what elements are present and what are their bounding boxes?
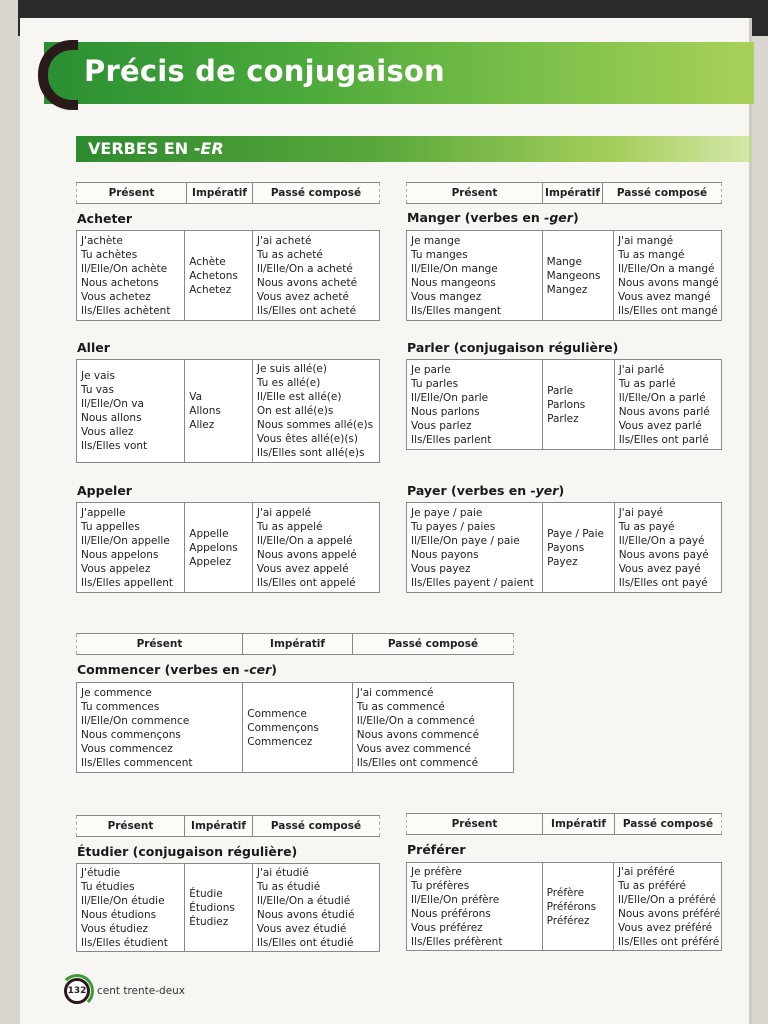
present-column [77, 360, 184, 462]
conjugation-line: Tu parles [411, 377, 459, 390]
conjugation-line: Il/Elle/On a étudié [256, 894, 351, 907]
header-imperatif: Impératif [542, 814, 614, 834]
verb-title-manger [407, 210, 579, 225]
conjugation-line: Préférez [546, 914, 590, 927]
conjugation-line: Nous payons [411, 548, 479, 561]
conjugation-line: Il/Elle/On a mangé [618, 262, 715, 275]
imperatif-column [184, 864, 252, 951]
conjugation-line: Ils/Elles ont acheté [256, 304, 357, 317]
conjugation-line: Vous allez [81, 426, 134, 438]
imperatif-column [542, 503, 614, 592]
conjugation-line: Ils/Elles sont allé(e)s [256, 447, 365, 459]
header-row-right-3 [406, 813, 722, 835]
conjugation-line: Il/Elle/On préfère [411, 893, 500, 906]
conjugation-line: Vous avez payé [618, 562, 701, 575]
conjugation-line: Je mange [411, 234, 461, 247]
header-imperatif: Impératif [184, 816, 252, 836]
header-present: Présent [76, 816, 184, 836]
header-passe: Passé composé [614, 814, 722, 834]
conjugation-line: Je paye / paie [411, 506, 483, 519]
conjugation-line: Il/Elle/On paye / paie [411, 534, 520, 547]
conjugation-line: Il/Elle/On achète [81, 262, 168, 275]
conjugation-line: Tu achètes [81, 248, 138, 261]
verb-title-appeler: Appeler [77, 483, 132, 498]
conjugation-line: Étudiez [189, 915, 229, 928]
conjugation-line: Ils/Elles ont étudié [256, 936, 354, 949]
passe-column [614, 503, 721, 592]
conjugation-line: Il/Elle/On a acheté [256, 262, 353, 275]
conjugation-line: Tu as étudié [256, 880, 321, 893]
conjugation-line: Vous avez parlé [618, 419, 702, 432]
conjugation-line: Étudie [189, 887, 223, 900]
conjugation-line: Nous avons préféré [618, 907, 721, 920]
conjugation-line: Nous avons acheté [256, 276, 358, 289]
conjugation-line: Vous avez mangé [618, 290, 711, 303]
header-passe: Passé composé [602, 183, 722, 203]
imperatif-column [542, 360, 614, 449]
conjugation-line: J'appelle [81, 506, 126, 519]
conjugation-line: Tu appelles [81, 520, 140, 533]
verb-title-payer [407, 483, 564, 498]
conjugation-line: Vous avez commencé [356, 742, 471, 755]
conjugation-line: On est allé(e)s [256, 405, 334, 417]
conjugation-line: Il/Elle/On commence [81, 714, 190, 727]
conjugation-line: Vous préférez [411, 921, 483, 934]
conjugation-line: Mangeons [546, 269, 601, 282]
imperatif-column [184, 503, 252, 592]
conjugation-line: Paye / Paie [547, 527, 604, 540]
conjugation-line: Tu as mangé [618, 248, 685, 261]
conjugation-line: Ils/Elles vont [81, 440, 148, 452]
verb-title-preferer: Préférer [407, 842, 466, 857]
conjugation-line: Il/Elle/On étudie [81, 894, 165, 907]
conjugation-line: Je vais [81, 370, 115, 382]
title-main: Commencer (verbes en [77, 662, 245, 677]
passe-column [252, 231, 379, 320]
conjugation-line: Nous avons mangé [618, 276, 719, 289]
conjugation-line: Il/Elle est allé(e) [256, 391, 342, 403]
verb-title-etudier: Étudier (conjugaison régulière) [77, 844, 298, 859]
header-present: Présent [406, 814, 542, 834]
header-passe: Passé composé [252, 816, 380, 836]
verb-title-acheter: Acheter [77, 211, 133, 226]
conjugation-line: Vous payez [411, 562, 471, 575]
conjugation-line: Ils/Elles ont commencé [356, 756, 479, 769]
table-acheter [76, 230, 380, 321]
title-italic: -cer [244, 662, 272, 677]
present-column [407, 863, 542, 950]
conjugation-line: J'ai commencé [356, 686, 434, 699]
conjugation-line: Nous avons parlé [618, 405, 710, 418]
header-present: Présent [406, 183, 542, 203]
conjugation-line: Commencez [247, 735, 313, 748]
passe-column [252, 503, 379, 592]
present-column [77, 683, 242, 772]
conjugation-line: Ils/Elles achètent [81, 304, 171, 317]
conjugation-line: Ils/Elles payent / paient [411, 576, 534, 589]
title-main: Payer (verbes en [407, 483, 531, 498]
conjugation-line: Il/Elle/On a parlé [618, 391, 706, 404]
conjugation-line: Ils/Elles parlent [411, 433, 492, 446]
passe-column [352, 683, 513, 772]
header-row-right-1 [406, 182, 722, 204]
conjugation-line: Tu as payé [618, 520, 675, 533]
conjugation-line: Nous achetons [81, 276, 159, 289]
conjugation-line: Nous appelons [81, 548, 159, 561]
conjugation-line: Tu as acheté [256, 248, 323, 261]
conjugation-line: Payez [547, 555, 578, 568]
conjugation-line: J'ai préféré [618, 865, 675, 878]
conjugation-line: J'achète [81, 234, 123, 247]
conjugation-line: Ils/Elles ont payé [618, 576, 708, 589]
conjugation-line: Préférons [546, 900, 597, 913]
conjugation-line: Ils/Elles ont appelé [256, 576, 356, 589]
conjugation-line: Tu préfères [411, 879, 470, 892]
section-title-suffix: ER [200, 139, 224, 158]
conjugation-line: Parlons [547, 398, 586, 411]
conjugation-line: Nous sommes allé(e)s [256, 419, 374, 431]
conjugation-line: Vous achetez [81, 290, 151, 303]
passe-column [614, 360, 721, 449]
conjugation-line: Vous étudiez [81, 922, 149, 935]
page-number: 132 [64, 978, 90, 1004]
conjugation-line: Mange [546, 255, 582, 268]
conjugation-line: Il/Elle/On a préféré [618, 893, 716, 906]
conjugation-line: Je parle [411, 363, 451, 376]
conjugation-line: Nous avons payé [618, 548, 709, 561]
conjugation-line: J'ai parlé [618, 363, 665, 376]
conjugation-line: Appelons [189, 541, 238, 554]
conjugation-line: Vous êtes allé(e)(s) [256, 433, 359, 445]
section-title [88, 139, 224, 158]
conjugation-line: Il/Elle/On mange [411, 262, 498, 275]
conjugation-line: Ils/Elles mangent [411, 304, 501, 317]
conjugation-line: Tu as commencé [356, 700, 445, 713]
conjugation-line: J'ai payé [618, 506, 664, 519]
conjugation-line: Il/Elle/On parle [411, 391, 489, 404]
header-imperatif: Impératif [186, 183, 252, 203]
conjugation-line: J'ai mangé [618, 234, 674, 247]
imperatif-column [542, 231, 613, 320]
conjugation-line: Il/Elle/On a appelé [256, 534, 353, 547]
conjugation-line: Ils/Elles appellent [81, 576, 174, 589]
conjugation-line: J'ai étudié [256, 866, 309, 879]
conjugation-line: Va [189, 391, 203, 403]
verb-title-aller: Aller [77, 340, 110, 355]
conjugation-line: Ils/Elles ont mangé [618, 304, 718, 317]
page-title: Précis de conjugaison [84, 54, 445, 88]
header-row-left-3 [76, 815, 380, 837]
conjugation-line: Parlez [547, 412, 579, 425]
conjugation-line: J'ai acheté [256, 234, 312, 247]
table-aller [76, 359, 380, 463]
present-column [407, 231, 542, 320]
table-commencer [76, 682, 514, 773]
imperatif-column [184, 360, 252, 462]
header-row-left-1 [76, 182, 380, 204]
conjugation-line: Nous avons étudié [256, 908, 355, 921]
conjugation-line: Tu as préféré [618, 879, 686, 892]
conjugation-line: Nous commençons [81, 728, 181, 741]
conjugation-line: Tu commences [81, 700, 160, 713]
header-imperatif: Impératif [542, 183, 602, 203]
conjugation-line: Appelle [189, 527, 229, 540]
conjugation-line: J'ai appelé [256, 506, 312, 519]
conjugation-line: Nous préférons [411, 907, 491, 920]
conjugation-line: Il/Elle/On appelle [81, 534, 170, 547]
conjugation-line: Vous parlez [411, 419, 472, 432]
conjugation-line: Achète [189, 255, 226, 268]
table-preferer [406, 862, 722, 951]
table-etudier [76, 863, 380, 952]
title-main: Manger (verbes en [407, 210, 545, 225]
table-parler [406, 359, 722, 450]
passe-column [252, 864, 379, 951]
conjugation-line: Nous mangeons [411, 276, 496, 289]
present-column [77, 864, 184, 951]
conjugation-line: Parle [547, 384, 574, 397]
conjugation-line: Ils/Elles ont parlé [618, 433, 709, 446]
conjugation-line: Payons [547, 541, 585, 554]
conjugation-line: Nous étudions [81, 908, 157, 921]
table-manger [406, 230, 722, 321]
conjugation-line: Tu payes / paies [411, 520, 496, 533]
passe-column [252, 360, 379, 462]
verb-title-commencer [77, 662, 277, 677]
conjugation-line: Vous appelez [81, 562, 151, 575]
imperatif-column [242, 683, 352, 772]
conjugation-line: Ils/Elles étudient [81, 936, 168, 949]
conjugation-line: Appelez [189, 555, 232, 568]
conjugation-line: Il/Elle/On a payé [618, 534, 705, 547]
conjugation-line: Il/Elle/On a commencé [356, 714, 475, 727]
conjugation-line: Vous avez appelé [256, 562, 349, 575]
header-present: Présent [76, 634, 242, 654]
title-end: ) [572, 210, 579, 225]
conjugation-line: Mangez [546, 283, 588, 296]
header-passe: Passé composé [252, 183, 380, 203]
conjugation-line: Tu étudies [81, 880, 135, 893]
header-present: Présent [76, 183, 186, 203]
conjugation-line: Je préfère [411, 865, 462, 878]
conjugation-line: Vous mangez [411, 290, 482, 303]
passe-column [613, 231, 721, 320]
conjugation-line: Tu es allé(e) [256, 377, 321, 389]
conjugation-line: Ils/Elles commencent [81, 756, 193, 769]
conjugation-line: Vous avez acheté [256, 290, 349, 303]
conjugation-line: Nous parlons [411, 405, 480, 418]
title-end: ) [558, 483, 565, 498]
present-column [77, 503, 184, 592]
passe-column [613, 863, 721, 950]
table-payer [406, 502, 722, 593]
conjugation-line: Je suis allé(e) [256, 363, 327, 375]
conjugation-line: Allez [189, 419, 215, 431]
conjugation-line: Vous avez étudié [256, 922, 347, 935]
section-title-prefix: VERBES EN - [88, 139, 201, 158]
title-end: ) [271, 662, 278, 677]
conjugation-line: Ils/Elles ont préféré [618, 935, 720, 948]
page-number-words: cent trente-deux [97, 985, 186, 997]
table-appeler [76, 502, 380, 593]
conjugation-line: Tu manges [411, 248, 468, 261]
conjugation-line: Préfère [546, 886, 585, 899]
conjugation-line: Vous avez préféré [618, 921, 713, 934]
verb-title-parler: Parler (conjugaison régulière) [407, 340, 619, 355]
present-column [407, 360, 542, 449]
header-row-commencer [76, 633, 514, 655]
conjugation-line: Il/Elle/On va [81, 398, 144, 410]
title-italic: -ger [544, 210, 573, 225]
imperatif-column [542, 863, 613, 950]
conjugation-line: Allons [189, 405, 221, 417]
imperatif-column [184, 231, 252, 320]
conjugation-line: Étudions [189, 901, 235, 914]
conjugation-line: Tu vas [81, 384, 114, 396]
conjugation-line: Commençons [247, 721, 319, 734]
header-imperatif: Impératif [242, 634, 352, 654]
conjugation-line: Vous commencez [81, 742, 173, 755]
conjugation-line: Commence [247, 707, 307, 720]
conjugation-line: Achetez [189, 283, 232, 296]
conjugation-line: Tu as parlé [618, 377, 676, 390]
conjugation-line: Achetons [189, 269, 238, 282]
conjugation-line: J'étudie [81, 866, 121, 879]
title-italic: -yer [530, 483, 559, 498]
conjugation-line: Je commence [81, 686, 152, 699]
conjugation-line: Nous avons appelé [256, 548, 357, 561]
conjugation-line: Tu as appelé [256, 520, 323, 533]
conjugation-line: Nous allons [81, 412, 142, 424]
conjugation-line: Nous avons commencé [356, 728, 480, 741]
present-column [77, 231, 184, 320]
conjugation-line: Ils/Elles préfèrent [411, 935, 503, 948]
header-passe: Passé composé [352, 634, 514, 654]
present-column [407, 503, 542, 592]
